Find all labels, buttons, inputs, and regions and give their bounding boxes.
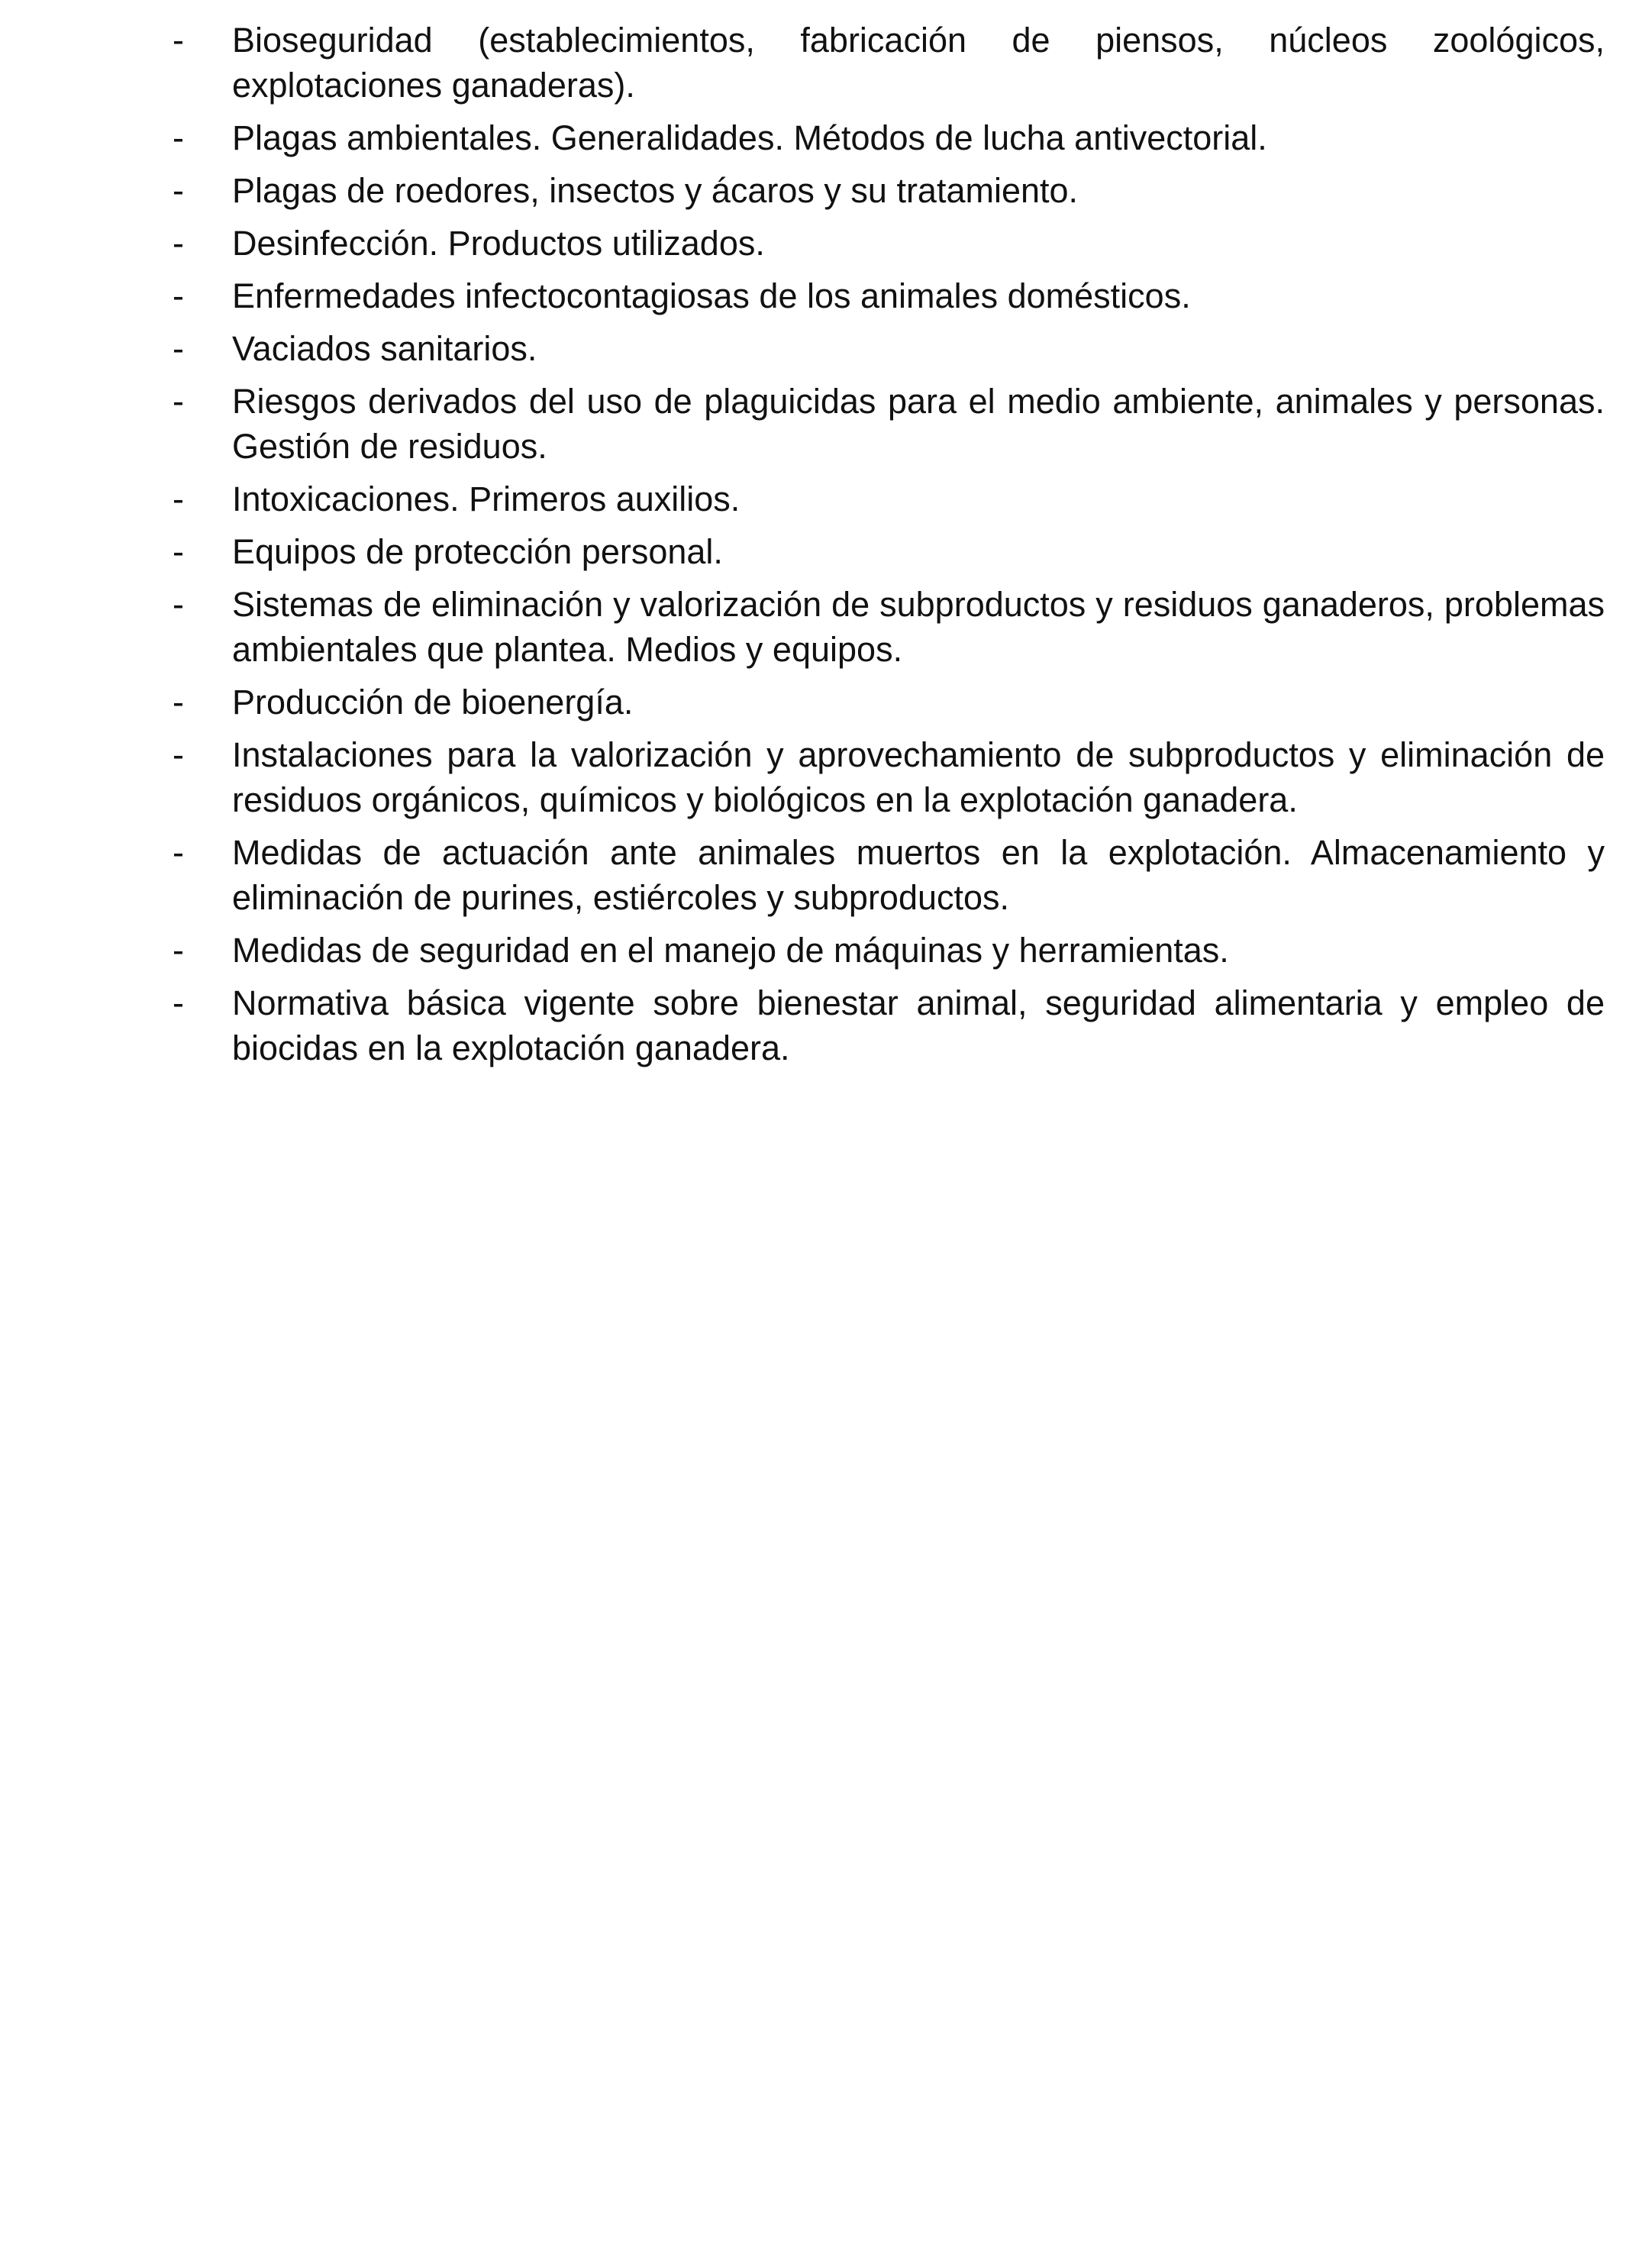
list-bullet: - bbox=[173, 276, 184, 315]
list-item-text: Normativa básica vigente sobre bienestar animal, seguridad alimentaria y empleo de biocidas en la explotación ganadera. bbox=[232, 983, 1605, 1067]
list-item bbox=[173, 221, 1605, 266]
list-item bbox=[173, 273, 1605, 318]
list-item bbox=[173, 326, 1605, 371]
list-item bbox=[173, 830, 1605, 920]
list-bullet: - bbox=[173, 983, 184, 1022]
list-item bbox=[173, 529, 1605, 574]
list-item bbox=[173, 980, 1605, 1070]
list-item-text: Medidas de actuación ante animales muertos en la explotación. Almacenamiento y eliminación de purines, estiércoles y subproductos. bbox=[232, 833, 1605, 917]
list-bullet: - bbox=[173, 382, 184, 421]
list-bullet: - bbox=[173, 833, 184, 872]
list-bullet: - bbox=[173, 118, 184, 157]
list-bullet: - bbox=[173, 171, 184, 210]
list-bullet: - bbox=[173, 683, 184, 722]
list-bullet: - bbox=[173, 21, 184, 60]
list-bullet: - bbox=[173, 329, 184, 368]
list-bullet: - bbox=[173, 532, 184, 571]
list-bullet: - bbox=[173, 224, 184, 263]
list-item bbox=[173, 168, 1605, 213]
list-item-text: Intoxicaciones. Primeros auxilios. bbox=[232, 479, 740, 518]
topic-list bbox=[173, 18, 1605, 1078]
list-item-text: Bioseguridad (establecimientos, fabricación de piensos, núcleos zoológicos, explotaciones ganaderas). bbox=[232, 21, 1605, 105]
list-item-text: Sistemas de eliminación y valorización de subproductos y residuos ganaderos, problemas ambientales que plantea. Medios y equipos. bbox=[232, 585, 1605, 669]
list-item-text: Medidas de seguridad en el manejo de máquinas y herramientas. bbox=[232, 931, 1229, 970]
list-item-text: Producción de bioenergía. bbox=[232, 683, 634, 722]
list-item bbox=[173, 379, 1605, 469]
list-item-text: Desinfección. Productos utilizados. bbox=[232, 224, 765, 263]
list-item-text: Enfermedades infectocontagiosas de los animales domésticos. bbox=[232, 276, 1191, 315]
list-item bbox=[173, 476, 1605, 521]
list-item bbox=[173, 732, 1605, 822]
list-item bbox=[173, 928, 1605, 973]
list-bullet: - bbox=[173, 931, 184, 970]
list-item-text: Plagas de roedores, insectos y ácaros y su tratamiento. bbox=[232, 171, 1079, 210]
list-item bbox=[173, 18, 1605, 108]
list-item bbox=[173, 115, 1605, 160]
list-bullet: - bbox=[173, 735, 184, 774]
list-item bbox=[173, 680, 1605, 725]
list-item-text: Plagas ambientales. Generalidades. Métodos de lucha antivectorial. bbox=[232, 118, 1267, 157]
list-item-text: Vaciados sanitarios. bbox=[232, 329, 537, 368]
list-item-text: Instalaciones para la valorización y aprovechamiento de subproductos y eliminación de residuos orgánicos, químicos y biológicos en la explotación ganadera. bbox=[232, 735, 1605, 819]
list-bullet: - bbox=[173, 479, 184, 518]
list-item-text: Equipos de protección personal. bbox=[232, 532, 723, 571]
list-bullet: - bbox=[173, 585, 184, 624]
list-item bbox=[173, 582, 1605, 672]
list-item-text: Riesgos derivados del uso de plaguicidas para el medio ambiente, animales y personas. Gestión de residuos. bbox=[232, 382, 1605, 466]
